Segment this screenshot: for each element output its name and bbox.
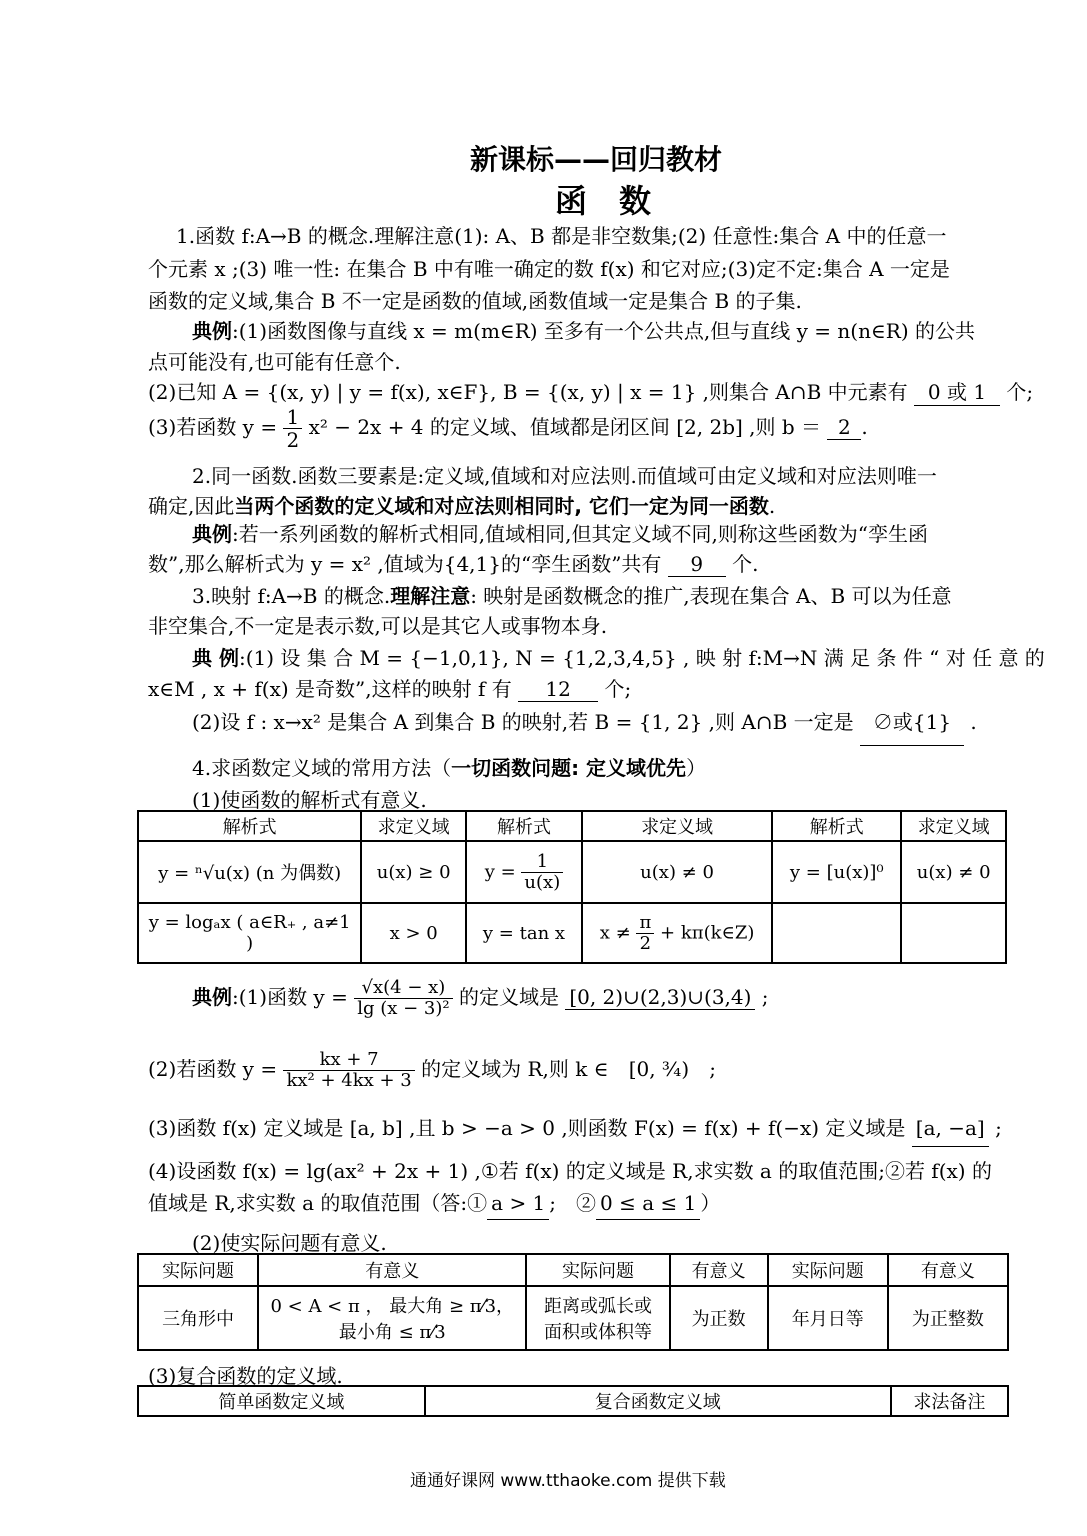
text: 3.映射 f:A→B 的概念.	[192, 584, 391, 608]
answer-blank: 9	[668, 552, 726, 577]
answer-blank: a > 1	[487, 1191, 549, 1220]
example-label: 典例	[192, 319, 232, 343]
sec3-example1-line1	[192, 642, 1045, 671]
sec2-line1: 2.同一函数.函数三要素是:定义域,值域和对应法则.而值域可由定义域和对应法则唯一	[192, 464, 937, 488]
sec4-example3	[148, 1112, 1002, 1147]
sec4-example1	[192, 978, 769, 1019]
table-header: 实际问题	[526, 1254, 669, 1286]
text: .	[768, 494, 776, 518]
domain-table	[137, 810, 1007, 964]
composite-table	[137, 1385, 1009, 1417]
fraction: $\frac{1}{2}$	[283, 406, 302, 451]
sec1-example1-line2: 点可能没有,也可能有任意个.	[148, 350, 401, 374]
answer-blank: [a, −a]	[912, 1116, 989, 1147]
sec4-example2	[148, 1050, 716, 1091]
page-subtitle: 函 数	[555, 182, 652, 220]
table-cell	[772, 903, 901, 963]
table-cell	[526, 1286, 669, 1350]
example-text: 个;	[604, 677, 632, 701]
example-text: 个;	[1006, 380, 1034, 404]
example-text: (2)设 f : x→x² 是集合 A 到集合 B 的映射,若 B = {1, 2} ,则 A∩B 一定是	[192, 710, 854, 734]
example-text: ）	[700, 1191, 721, 1215]
table-header: 求定义域	[361, 811, 466, 841]
cell-line: 距离或弧长或	[544, 1296, 652, 1317]
cell-line: 0 < A < π ， 最大角 ≥ π⁄3，	[270, 1296, 515, 1317]
example-text: :若一系列函数的解析式相同,值域相同,但其定义域不同,则称这些函数为“孪生函	[232, 522, 929, 546]
fraction: $\frac{kx + 7}{\text{kx² + 4kx + 3}}$	[283, 1050, 414, 1091]
cell-line: 最小角 ≤ π⁄3	[338, 1322, 446, 1343]
table-header: 复合函数定义域	[425, 1386, 891, 1416]
example-text: :(1)函数 y =	[232, 984, 348, 1009]
table-header: 解析式	[772, 811, 901, 841]
table-header: 实际问题	[138, 1254, 258, 1286]
example-text: 个.	[732, 552, 759, 576]
bold-text: 理解注意	[390, 584, 471, 608]
table-cell: 三角形中	[138, 1286, 258, 1350]
practical-table	[137, 1253, 1009, 1351]
table-cell: u(x) ≠ 0	[901, 841, 1006, 903]
sec4-sub2: (2)使实际问题有意义.	[192, 1231, 387, 1255]
example-text: .	[970, 710, 977, 734]
sec3-example1-line2	[148, 673, 631, 702]
sec2-example-line2	[148, 548, 759, 577]
table-cell: 年月日等	[768, 1286, 888, 1350]
answer-blank: 2	[827, 415, 861, 440]
example-text: 数”,那么解析式为 y = x² ,值域为{4,1}的“孪生函数”共有	[148, 552, 662, 576]
table-cell: y = ⁿ√u(x) (n 为偶数)	[138, 841, 361, 903]
example-text: x² − 2x + 4 的定义域、值域都是闭区间 [2, 2b] ,则 b ＝	[308, 415, 822, 439]
example-text: ;	[761, 984, 769, 1009]
page-footer: 通通好课网 www.tthaoke.com 提供下载	[410, 1471, 726, 1491]
page-title: 新课标——回归教材	[470, 143, 723, 176]
table-cell: y = [u(x)]⁰	[772, 841, 901, 903]
answer-blank: [0, ¾)	[628, 1056, 690, 1081]
cell-line: 面积或体积等	[544, 1322, 652, 1343]
answer-blank: 0 ≤ a ≤ 1	[596, 1191, 700, 1220]
sec1-line3: 函数的定义域,集合 B 不一定是函数的值域,函数值域一定是集合 B 的子集.	[148, 289, 802, 313]
sec4-example4-line2	[148, 1187, 720, 1220]
table-cell: 为正数	[670, 1286, 768, 1350]
sec4-example4-line1: (4)设函数 f(x) = lg(ax² + 2x + 1) ,①若 f(x) 的定义域是 R,求实数 a 的取值范围;②若 f(x) 的	[148, 1159, 992, 1183]
example-text: ;	[995, 1116, 1002, 1140]
sec1-line2: 个元素 x ;(3) 唯一性: 在集合 B 中有唯一确定的数 f(x) 和它对应;(3)定不定:集合 A 一定是	[148, 257, 950, 281]
example-label: 典例	[192, 984, 232, 1009]
table-header: 有意义	[888, 1254, 1008, 1286]
text: ）	[686, 756, 707, 780]
text: : 映射是函数概念的推广,表现在集合 A、B 可以为任意	[470, 584, 952, 608]
answer-blank: ∅或{1}	[860, 706, 964, 746]
sec3-line1	[192, 580, 952, 609]
table-header: 有意义	[670, 1254, 768, 1286]
sec4-sub1: (1)使函数的解析式有意义.	[192, 788, 427, 812]
sec4-sub3: (3)复合函数的定义域.	[148, 1364, 343, 1388]
sec2-example-line1	[192, 518, 928, 547]
table-cell	[258, 1286, 526, 1350]
table-header: 求法备注	[891, 1386, 1008, 1416]
table-cell: y = logₐx ( a∈R₊ , a≠1 )	[138, 903, 361, 963]
table-header: 求定义域	[582, 811, 772, 841]
fraction: $\frac{\pi}{2}$	[636, 913, 654, 954]
table-cell	[901, 903, 1006, 963]
table-cell: y = tan x	[466, 903, 582, 963]
table-header: 有意义	[258, 1254, 526, 1286]
example-text: 值域是 R,求实数 a 的取值范围（答:①	[148, 1191, 488, 1215]
table-header: 求定义域	[901, 811, 1006, 841]
example-text: :(1)函数图像与直线 x = m(m∈R) 至多有一个公共点,但与直线 y = n(n∈R) 的公共	[232, 319, 976, 343]
table-cell: y = $\frac{1}{u(x)}$	[466, 841, 582, 903]
example-text: :(1) 设 集 合 M = {−1,0,1}, N = {1,2,3,4,5} , 映 射 f:M→N 满 足 条 件 “ 对 任 意 的	[238, 646, 1045, 670]
table-header: 实际问题	[768, 1254, 888, 1286]
answer-blank: 12	[518, 677, 598, 702]
sec1-example2	[148, 376, 1033, 406]
table-cell: u(x) ≠ 0	[582, 841, 772, 903]
example-label: 典 例	[192, 646, 239, 670]
table-header: 解析式	[466, 811, 582, 841]
table-cell: x ≠ $\frac{\pi}{2}$ + kπ(k∈Z)	[582, 903, 772, 963]
example-label: 典例	[192, 522, 232, 546]
fraction: $\frac{√x(4 - x)}{\text{lg (x − 3)²}}$	[354, 978, 452, 1019]
sec1-example3	[148, 406, 868, 451]
table-cell: x > 0	[361, 903, 466, 963]
sec1-example1	[192, 315, 975, 344]
table-header: 解析式	[138, 811, 361, 841]
example-text: ;	[709, 1056, 717, 1081]
example-text: x∈M , x + f(x) 是奇数”,这样的映射 f 有	[148, 677, 512, 701]
text: 确定,因此	[148, 494, 235, 518]
table-header: 简单函数定义域	[138, 1386, 425, 1416]
text: 4.求函数定义域的常用方法（	[192, 756, 452, 780]
answer-blank: 0 或 1	[914, 376, 1000, 406]
example-text: (3)函数 f(x) 定义域是 [a, b] ,且 b > −a > 0 ,则函数 F(x) = f(x) + f(−x) 定义域是	[148, 1116, 906, 1140]
sec3-line2: 非空集合,不一定是表示数,可以是其它人或事物本身.	[148, 614, 608, 638]
bold-text: 一切函数问题: 定义域优先	[451, 756, 687, 780]
example-text: (2)若函数 y =	[148, 1056, 278, 1081]
bold-text: 当两个函数的定义域和对应法则相同时, 它们一定为同一函数	[234, 494, 769, 518]
sec3-example2	[192, 706, 977, 746]
sec1-line1: 1.函数 f:A→B 的概念.理解注意(1): A、B 都是非空数集;(2) 任意性:集合 A 中的任意一	[176, 224, 947, 248]
example-text: (2)已知 A = {(x, y) | y = f(x), x∈F}, B = {(x, y) | x = 1} ,则集合 A∩B 中元素有	[148, 380, 908, 404]
example-text: ; ②	[549, 1191, 597, 1215]
fraction: $\frac{1}{u(x)}$	[521, 852, 563, 893]
example-text: .	[861, 415, 868, 439]
example-text: (3)若函数 y =	[148, 415, 278, 439]
example-text: 的定义域是	[458, 984, 559, 1009]
example-text: 的定义域为 R,则 k ∈	[421, 1056, 609, 1081]
answer-blank: [0, 2)∪(2,3)∪(3,4)	[565, 985, 755, 1010]
table-cell: u(x) ≥ 0	[361, 841, 466, 903]
table-cell: 为正整数	[888, 1286, 1008, 1350]
sec2-line2	[148, 490, 775, 519]
sec4-line1	[192, 752, 706, 781]
